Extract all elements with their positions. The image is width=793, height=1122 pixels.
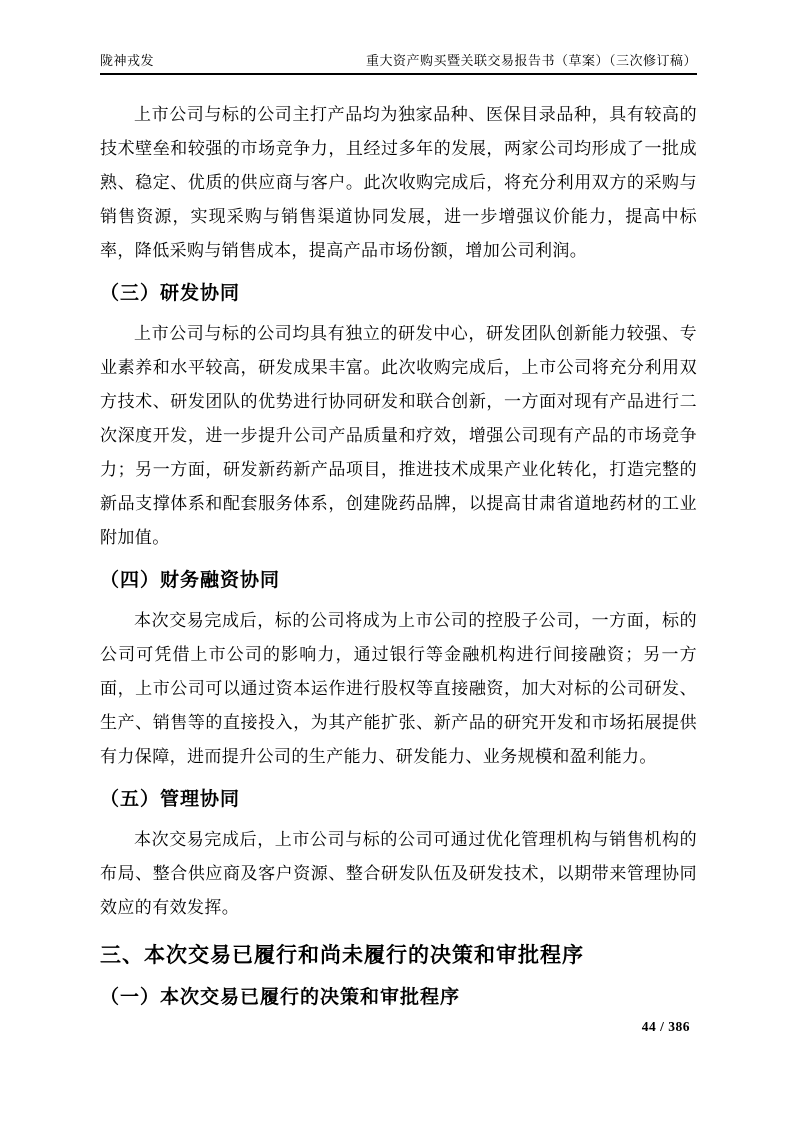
heading-rd-synergy: （三）研发协同: [100, 283, 241, 304]
heading-performed-decision-approval-procedures: （一）本次交易已履行的决策和审批程序: [100, 987, 461, 1008]
paragraph-management-synergy: 本次交易完成后，上市公司与标的公司可通过优化管理机构与销售机构的布局、整合供应商及客户资源、整合研发队伍及研发技术，以期带来管理协同效应的有效发挥。: [100, 830, 697, 917]
heading-management-synergy: （五）管理协同: [100, 789, 241, 810]
paragraph-procurement-sales-synergy: 上市公司与标的公司主打产品均为独家品种、医保目录品种，具有较高的技术壁垒和较强的市场竞争力，且经过多年的发展，两家公司均形成了一批成熟、稳定、优质的供应商与客户。此次收购完成后，将充分利用双方的采购与销售资源，实现采购与销售渠道协同发展，进一步增强议价能力，提高中标率，降低采购与销售成本，提高产品市场份额，增加公司利润。: [100, 105, 697, 260]
header-report-title: 重大资产购买暨关联交易报告书（草案）（三次修订稿）: [365, 53, 697, 68]
page-number: 44 / 386: [641, 1019, 690, 1034]
page-header: [100, 53, 697, 75]
header-company-name: 陇神戎发: [100, 53, 155, 68]
page-footer: [642, 1019, 690, 1035]
paragraph-financial-financing-synergy: 本次交易完成后，标的公司将成为上市公司的控股子公司，一方面，标的公司可凭借上市公司的影响力，通过银行等金融机构进行间接融资；另一方面，上市公司可以通过资本运作进行股权等直接融资，加大对标的公司研发、生产、销售等的直接投入，为其产能扩张、新产品的研究开发和市场拓展提供有力保障，进而提升公司的生产能力、研发能力、业务规模和盈利能力。: [100, 611, 697, 766]
heading-financial-financing-synergy: （四）财务融资协同: [100, 570, 281, 591]
paragraph-rd-synergy: 上市公司与标的公司均具有独立的研发中心，研发团队创新能力较强、专业素养和水平较高，研发成果丰富。此次收购完成后，上市公司将充分利用双方技术、研发团队的优势进行协同研发和联合创新，一方面对现有产品进行二次深度开发，进一步提升公司产品质量和疗效，增强公司现有产品的市场竞争力；另一方面，研发新药新产品项目，推进技术成果产业化转化，打造完整的新品支撑体系和配套服务体系，创建陇药品牌，以提高甘肃省道地药材的工业附加值。: [100, 324, 697, 547]
document-body: [100, 98, 697, 1013]
heading-section-three-decision-approval-procedures: 三、本次交易已履行和尚未履行的决策和审批程序: [100, 944, 584, 967]
